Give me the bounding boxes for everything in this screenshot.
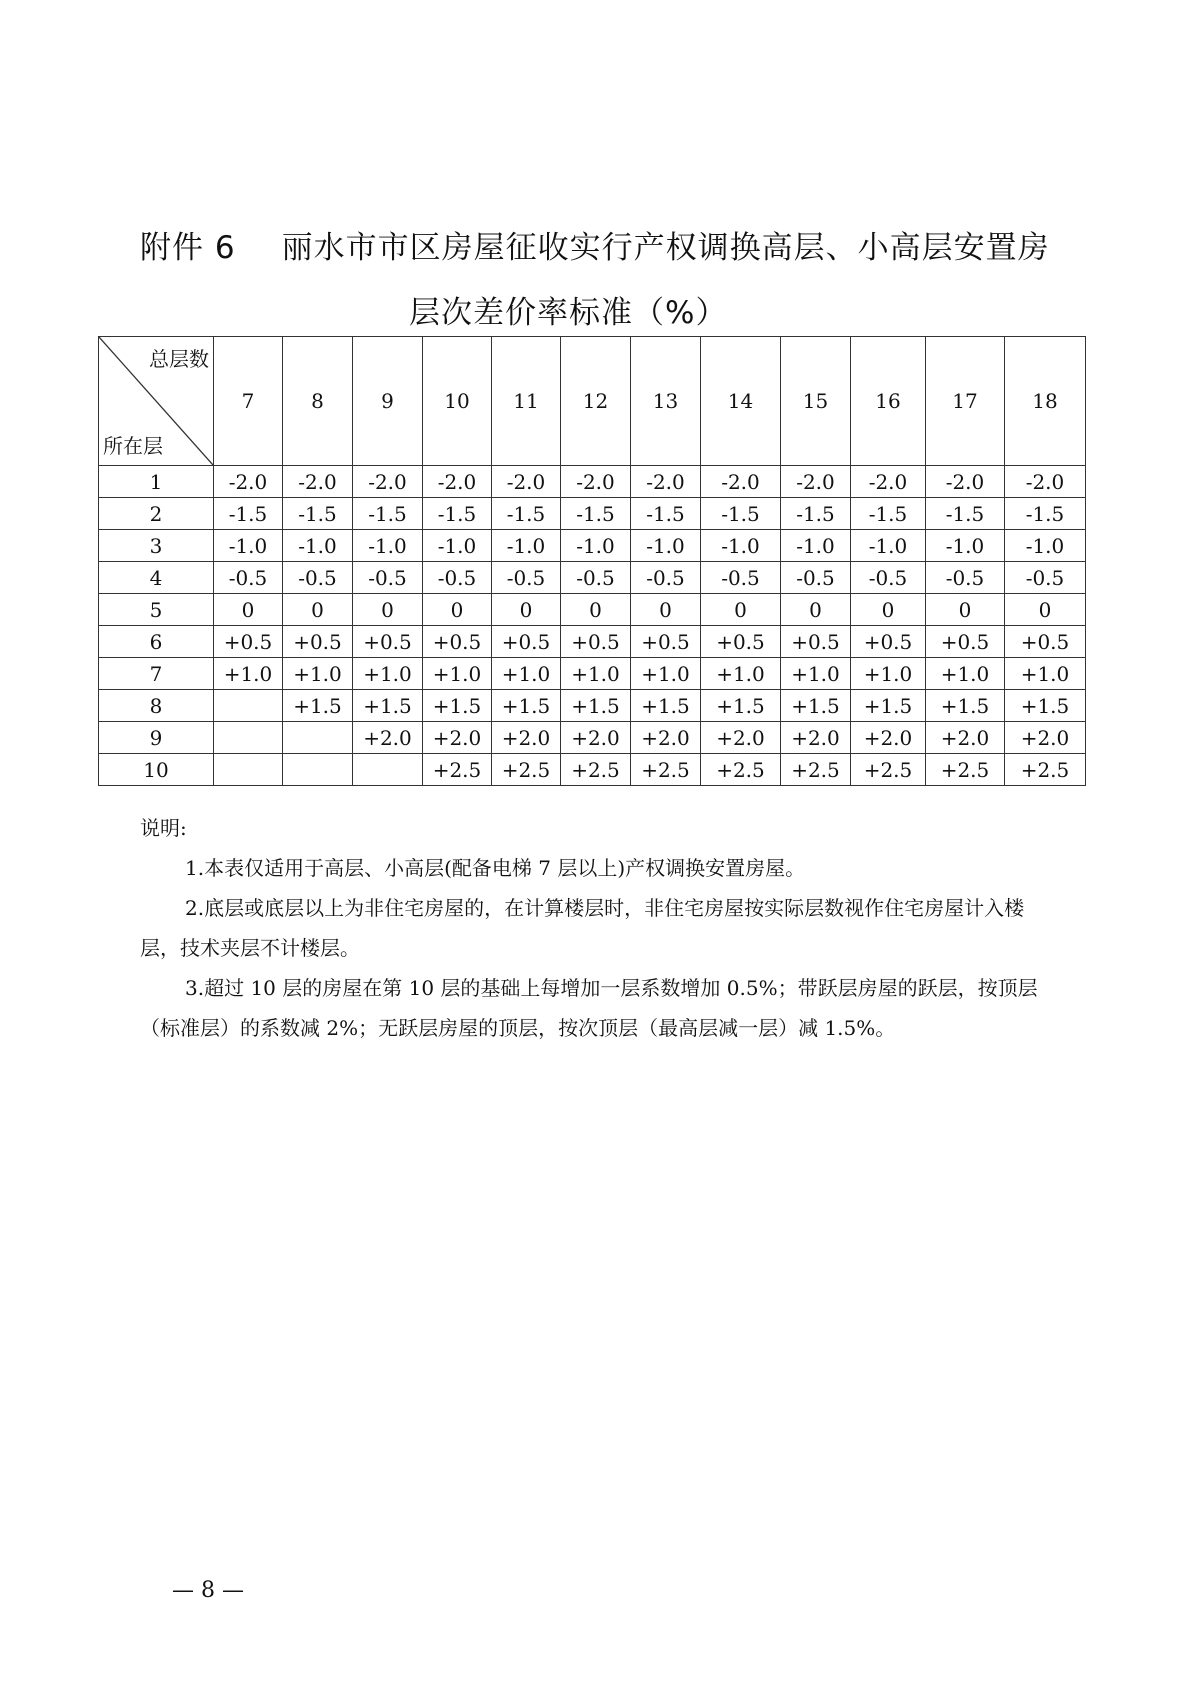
- rate-cell: -0.5: [851, 562, 926, 594]
- table-row: [99, 530, 1086, 562]
- rate-cell: -2.0: [701, 466, 781, 498]
- rate-cell: +2.5: [1005, 754, 1086, 786]
- column-header: 13: [631, 337, 701, 466]
- document-title-line1: [140, 222, 1050, 267]
- table-row: [99, 722, 1086, 754]
- floor-cell: 4: [99, 562, 214, 594]
- title-text: 丽水市市区房屋征收实行产权调换高层、小高层安置房: [281, 230, 1050, 266]
- rate-cell: 0: [631, 594, 701, 626]
- rate-cell: +1.5: [423, 690, 492, 722]
- table-row: [99, 626, 1086, 658]
- rate-cell: -2.0: [492, 466, 561, 498]
- rate-cell: -0.5: [492, 562, 561, 594]
- rate-cell: +0.5: [492, 626, 561, 658]
- column-header: 9: [353, 337, 423, 466]
- rate-cell: +1.0: [561, 658, 631, 690]
- notes-section: [140, 808, 1060, 1048]
- rate-cell: +1.0: [214, 658, 283, 690]
- column-header: 14: [701, 337, 781, 466]
- rate-cell: +0.5: [214, 626, 283, 658]
- rate-cell: +1.5: [926, 690, 1005, 722]
- rate-cell: +0.5: [353, 626, 423, 658]
- rate-cell: -0.5: [631, 562, 701, 594]
- rate-cell: +2.0: [561, 722, 631, 754]
- rate-cell: -1.0: [353, 530, 423, 562]
- rate-cell: 0: [701, 594, 781, 626]
- column-header: 18: [1005, 337, 1086, 466]
- rate-cell: +1.0: [781, 658, 851, 690]
- rate-cell: [214, 722, 283, 754]
- rate-cell: -2.0: [1005, 466, 1086, 498]
- rate-cell: [283, 754, 353, 786]
- rate-cell: -1.0: [926, 530, 1005, 562]
- rate-cell: -1.0: [631, 530, 701, 562]
- rate-cell: +1.0: [283, 658, 353, 690]
- rate-cell: +0.5: [561, 626, 631, 658]
- rate-cell: +1.5: [631, 690, 701, 722]
- rate-cell: +1.5: [492, 690, 561, 722]
- rate-cell: +2.5: [851, 754, 926, 786]
- rate-cell: -1.0: [851, 530, 926, 562]
- column-header: 16: [851, 337, 926, 466]
- rate-cell: -1.5: [214, 498, 283, 530]
- rate-cell: +2.0: [781, 722, 851, 754]
- table-row: [99, 690, 1086, 722]
- floor-cell: 9: [99, 722, 214, 754]
- rate-cell: 0: [781, 594, 851, 626]
- table-row: [99, 658, 1086, 690]
- rate-cell: +0.5: [851, 626, 926, 658]
- floor-cell: 1: [99, 466, 214, 498]
- rate-cell: +2.5: [423, 754, 492, 786]
- rate-cell: +1.5: [561, 690, 631, 722]
- rate-cell: -1.5: [1005, 498, 1086, 530]
- rate-cell: [283, 722, 353, 754]
- rate-cell: +0.5: [631, 626, 701, 658]
- note-2: 2.底层或底层以上为非住宅房屋的，在计算楼层时，非住宅房屋按实际层数视作住宅房屋计入楼层，技术夹层不计楼层。: [140, 896, 1025, 960]
- rate-cell: +2.5: [631, 754, 701, 786]
- rate-cell: -1.5: [781, 498, 851, 530]
- attachment-label: 附件 6: [140, 230, 236, 266]
- rate-cell: -1.5: [926, 498, 1005, 530]
- rate-cell: -2.0: [631, 466, 701, 498]
- rate-cell: +2.0: [492, 722, 561, 754]
- rate-cell: -1.5: [283, 498, 353, 530]
- corner-floor-label: 所在层: [103, 434, 163, 458]
- floor-cell: 3: [99, 530, 214, 562]
- rate-cell: +1.0: [1005, 658, 1086, 690]
- floor-cell: 7: [99, 658, 214, 690]
- rate-cell: +1.5: [353, 690, 423, 722]
- rate-cell: -2.0: [926, 466, 1005, 498]
- rate-cell: 0: [1005, 594, 1086, 626]
- rate-cell: +2.0: [701, 722, 781, 754]
- rate-cell: +1.0: [353, 658, 423, 690]
- rate-cell: +2.5: [561, 754, 631, 786]
- rate-cell: -1.5: [631, 498, 701, 530]
- rate-cell: -0.5: [561, 562, 631, 594]
- rate-cell: +0.5: [423, 626, 492, 658]
- column-header: 7: [214, 337, 283, 466]
- rate-cell: -1.0: [283, 530, 353, 562]
- rate-cell: +1.5: [701, 690, 781, 722]
- rate-cell: +0.5: [701, 626, 781, 658]
- rate-cell: +0.5: [781, 626, 851, 658]
- rate-cell: +1.5: [1005, 690, 1086, 722]
- rate-cell: [214, 690, 283, 722]
- rate-cell: +2.0: [423, 722, 492, 754]
- rate-cell: -0.5: [781, 562, 851, 594]
- floor-rate-table: [98, 336, 1086, 786]
- rate-cell: +2.5: [701, 754, 781, 786]
- rate-cell: 0: [353, 594, 423, 626]
- rate-cell: +2.0: [926, 722, 1005, 754]
- rate-cell: 0: [283, 594, 353, 626]
- rate-cell: -0.5: [926, 562, 1005, 594]
- rate-cell: -2.0: [781, 466, 851, 498]
- rate-cell: +0.5: [283, 626, 353, 658]
- table-row: [99, 562, 1086, 594]
- table-row: [99, 754, 1086, 786]
- rate-cell: -1.5: [561, 498, 631, 530]
- rate-cell: -1.0: [492, 530, 561, 562]
- rate-cell: [353, 754, 423, 786]
- rate-cell: [214, 754, 283, 786]
- rate-cell: -2.0: [561, 466, 631, 498]
- rate-cell: 0: [926, 594, 1005, 626]
- notes-heading: 说明:: [140, 816, 187, 840]
- rate-cell: -1.0: [214, 530, 283, 562]
- floor-cell: 10: [99, 754, 214, 786]
- rate-cell: -1.5: [701, 498, 781, 530]
- column-header: 12: [561, 337, 631, 466]
- rate-cell: -2.0: [214, 466, 283, 498]
- rate-cell: -0.5: [701, 562, 781, 594]
- rate-cell: -0.5: [283, 562, 353, 594]
- rate-cell: +2.5: [926, 754, 1005, 786]
- rate-cell: -1.0: [423, 530, 492, 562]
- rate-cell: +1.0: [423, 658, 492, 690]
- floor-cell: 6: [99, 626, 214, 658]
- rate-cell: +2.0: [353, 722, 423, 754]
- rate-cell: +1.0: [926, 658, 1005, 690]
- rate-cell: -1.5: [492, 498, 561, 530]
- rate-cell: 0: [423, 594, 492, 626]
- column-header: 8: [283, 337, 353, 466]
- rate-cell: +2.0: [631, 722, 701, 754]
- column-header: 10: [423, 337, 492, 466]
- rate-cell: -0.5: [1005, 562, 1086, 594]
- document-title-line2: 层次差价率标准（%）: [409, 295, 728, 331]
- column-header: 15: [781, 337, 851, 466]
- rate-cell: +0.5: [926, 626, 1005, 658]
- rate-cell: -1.0: [561, 530, 631, 562]
- floor-cell: 8: [99, 690, 214, 722]
- rate-cell: +0.5: [1005, 626, 1086, 658]
- corner-total-floors-label: 总层数: [149, 347, 209, 371]
- rate-cell: +1.0: [701, 658, 781, 690]
- rate-cell: -2.0: [283, 466, 353, 498]
- rate-cell: +1.5: [283, 690, 353, 722]
- rate-cell: +1.0: [851, 658, 926, 690]
- note-3: 3.超过 10 层的房屋在第 10 层的基础上每增加一层系数增加 0.5%；带跃层房屋的跃层，按顶层（标准层）的系数减 2%；无跃层房屋的顶层，按次顶层（最高层减一层）减 1.5%。: [140, 976, 1038, 1040]
- rate-cell: -1.0: [1005, 530, 1086, 562]
- table-row: [99, 594, 1086, 626]
- rate-cell: +1.0: [492, 658, 561, 690]
- rate-cell: +1.5: [851, 690, 926, 722]
- note-1: 1.本表仅适用于高层、小高层(配备电梯 7 层以上)产权调换安置房屋。: [185, 856, 806, 880]
- table-row: [99, 466, 1086, 498]
- rate-cell: 0: [492, 594, 561, 626]
- table-header-row: [99, 337, 1086, 466]
- rate-cell: +2.0: [851, 722, 926, 754]
- rate-cell: -1.0: [781, 530, 851, 562]
- rate-cell: -1.0: [701, 530, 781, 562]
- rate-cell: +1.0: [631, 658, 701, 690]
- rate-cell: -2.0: [353, 466, 423, 498]
- rate-cell: -2.0: [851, 466, 926, 498]
- rate-cell: +2.5: [781, 754, 851, 786]
- rate-cell: -1.5: [851, 498, 926, 530]
- rate-cell: +2.0: [1005, 722, 1086, 754]
- rate-cell: 0: [214, 594, 283, 626]
- rate-cell: -2.0: [423, 466, 492, 498]
- rate-cell: -0.5: [423, 562, 492, 594]
- column-header: 17: [926, 337, 1005, 466]
- rate-cell: +1.5: [781, 690, 851, 722]
- floor-cell: 5: [99, 594, 214, 626]
- corner-cell: [99, 337, 214, 466]
- rate-cell: 0: [851, 594, 926, 626]
- page-number: — 8 —: [172, 1578, 244, 1603]
- rate-cell: 0: [561, 594, 631, 626]
- floor-cell: 2: [99, 498, 214, 530]
- rate-cell: -0.5: [353, 562, 423, 594]
- rate-cell: -0.5: [214, 562, 283, 594]
- column-header: 11: [492, 337, 561, 466]
- rate-cell: -1.5: [353, 498, 423, 530]
- rate-cell: -1.5: [423, 498, 492, 530]
- table-row: [99, 498, 1086, 530]
- rate-cell: +2.5: [492, 754, 561, 786]
